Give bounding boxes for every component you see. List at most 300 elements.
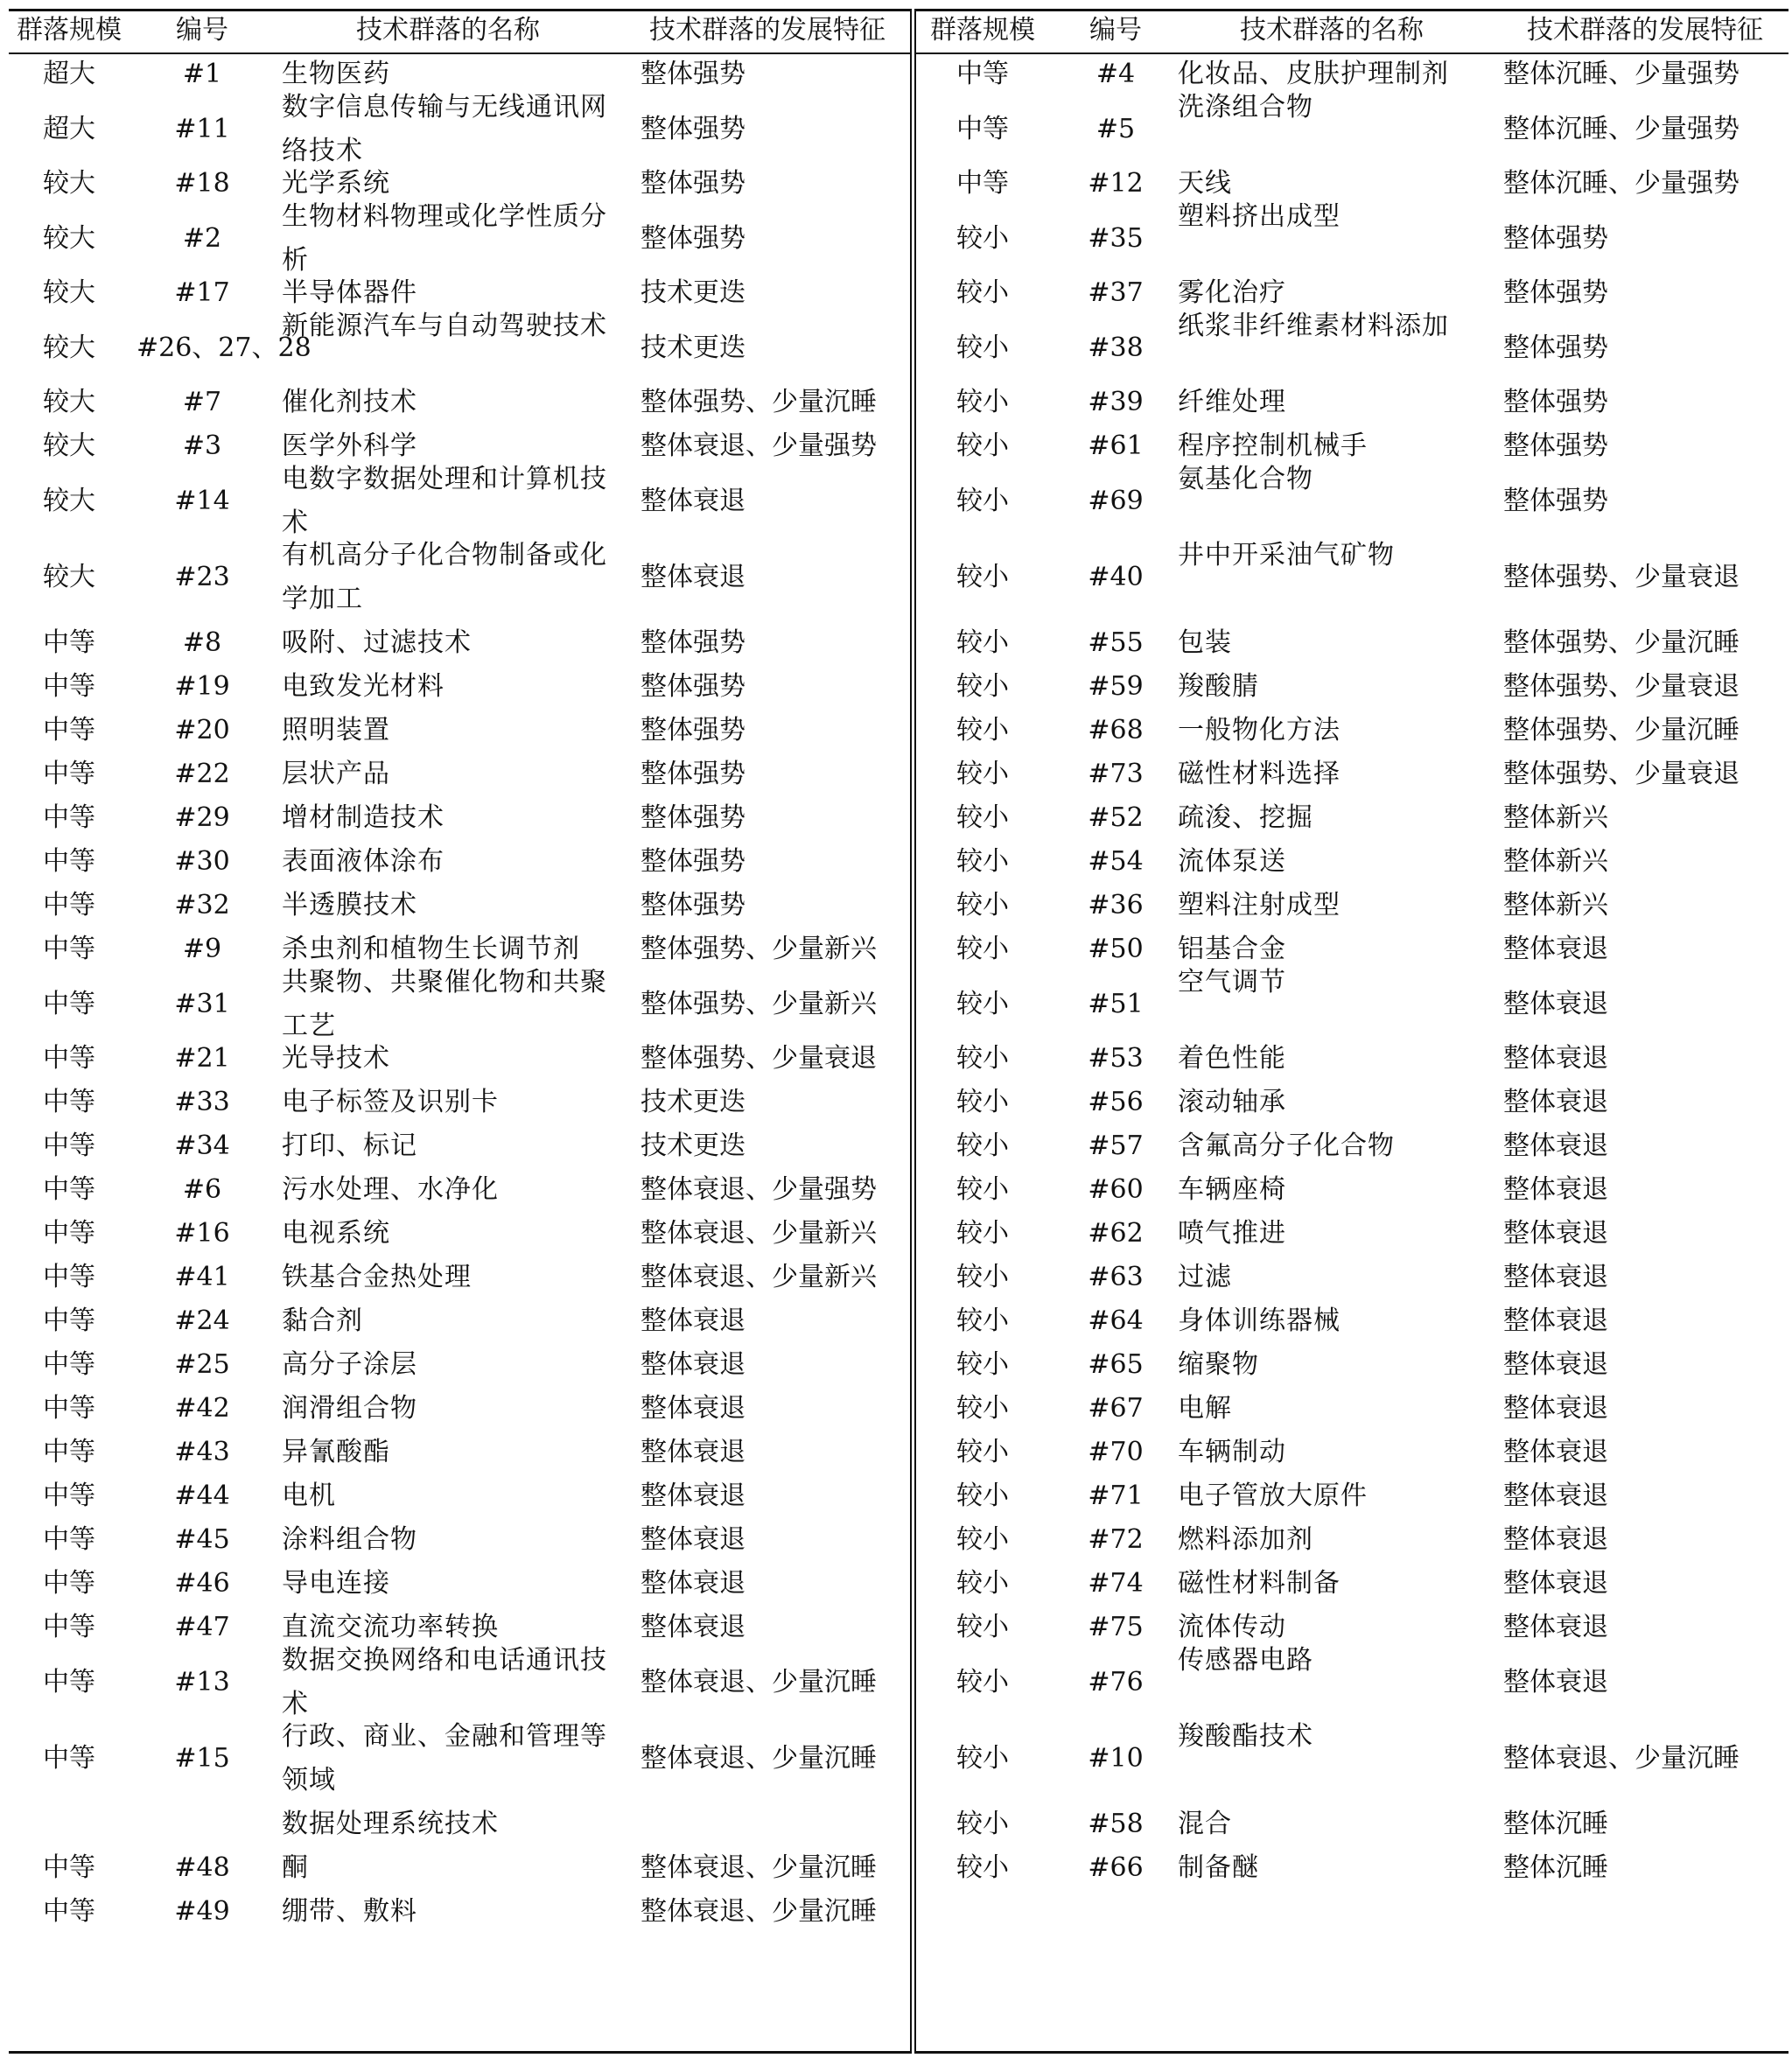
left-row-id: #19 [174, 671, 230, 702]
left-row-feature: 整体衰退、少量强势 [640, 1174, 877, 1205]
left-row-id: #2 [182, 222, 222, 254]
right-row-name: 雾化治疗 [1178, 277, 1286, 308]
right-row-scale: 较小 [956, 387, 1009, 417]
left-row-id: #29 [174, 802, 230, 833]
right-row-name: 空气调节 [1178, 967, 1286, 998]
right-row-id: #12 [1088, 168, 1144, 199]
left-row-name: 行政、商业、金融和管理等领域 [282, 1721, 607, 1796]
left-row-feature: 整体衰退 [640, 1612, 746, 1642]
right-row-feature: 整体衰退 [1503, 1393, 1608, 1424]
right-row-scale: 较小 [956, 1087, 1009, 1117]
right-row-name: 缩聚物 [1178, 1349, 1259, 1380]
left-row-scale: 中等 [43, 846, 95, 877]
left-row-id: #24 [174, 1306, 230, 1336]
right-row-scale: 较小 [956, 1393, 1009, 1424]
right-row-name: 纤维处理 [1178, 387, 1286, 417]
left-row-name: 铁基合金热处理 [282, 1262, 472, 1292]
left-row-name: 光学系统 [282, 168, 390, 199]
left-row-feature: 整体强势、少量衰退 [640, 1043, 877, 1074]
right-row-id: #37 [1088, 277, 1144, 308]
left-row-id: #48 [174, 1852, 230, 1883]
right-row-feature: 整体衰退 [1503, 1087, 1608, 1117]
right-row-scale: 较小 [956, 802, 1009, 833]
left-row-feature: 整体衰退 [640, 1306, 746, 1336]
right-row-id: #57 [1088, 1130, 1144, 1161]
right-row-id: #4 [1096, 59, 1136, 89]
right-row-feature: 整体衰退 [1503, 1218, 1608, 1249]
left-row-id: #1 [182, 59, 222, 89]
left-row-name: 酮 [282, 1852, 309, 1883]
left-row-scale: 中等 [43, 1524, 95, 1555]
right-row-name: 包装 [1178, 627, 1232, 658]
right-row-scale: 较小 [956, 1568, 1009, 1599]
left-row-scale: 中等 [43, 1306, 95, 1336]
left-row-feature: 整体强势 [640, 671, 746, 702]
left-row-name: 电视系统 [282, 1218, 390, 1249]
right-row-name: 流体泵送 [1178, 846, 1286, 877]
left-row-name: 电致发光材料 [282, 671, 444, 702]
left-row-scale: 中等 [43, 1437, 95, 1467]
left-row-feature: 技术更迭 [640, 1087, 746, 1117]
right-row-scale: 较小 [956, 1480, 1009, 1511]
left-row-name: 润滑组合物 [282, 1393, 417, 1424]
left-row-id: #32 [174, 890, 230, 920]
left-row-feature: 整体衰退、少量强势 [640, 430, 877, 461]
left-row-feature: 整体衰退、少量新兴 [640, 1218, 877, 1249]
right-row-name: 程序控制机械手 [1178, 430, 1368, 461]
left-row-name: 半透膜技术 [282, 890, 417, 920]
right-row-name: 喷气推进 [1178, 1218, 1286, 1249]
right-row-feature: 整体沉睡、少量强势 [1503, 113, 1740, 144]
right-row-scale: 较小 [956, 1349, 1009, 1380]
right-row-name: 纸浆非纤维素材料添加 [1178, 311, 1449, 341]
left-row-feature: 整体强势 [640, 759, 746, 789]
left-row-id: #20 [174, 715, 230, 746]
right-row-scale: 较小 [956, 1043, 1009, 1074]
left-row-feature: 整体衰退 [640, 1437, 746, 1467]
right-row-feature: 整体衰退 [1503, 1306, 1608, 1336]
left-row-scale: 中等 [43, 890, 95, 920]
right-row-name: 电解 [1178, 1393, 1232, 1424]
right-row-feature: 整体衰退 [1503, 1612, 1608, 1642]
right-row-scale: 较小 [956, 671, 1009, 702]
right-row-id: #75 [1088, 1612, 1144, 1642]
right-row-name: 氨基化合物 [1178, 464, 1313, 494]
right-row-name: 疏浚、挖掘 [1178, 802, 1313, 833]
right-row-feature: 整体沉睡、少量强势 [1503, 168, 1740, 199]
right-row-scale: 较小 [956, 715, 1009, 746]
left-row-id: #33 [174, 1087, 230, 1117]
right-row-feature: 整体衰退 [1503, 934, 1608, 964]
right-row-scale: 较小 [956, 759, 1009, 789]
left-row-feature: 整体强势 [640, 113, 746, 144]
right-row-scale: 中等 [956, 113, 1009, 144]
right-row-id: #68 [1088, 715, 1144, 746]
right-row-id: #73 [1088, 759, 1144, 789]
left-row-name: 共聚物、共聚催化物和共聚工艺 [282, 967, 607, 1041]
right-row-name: 塑料挤出成型 [1178, 201, 1340, 232]
right-row-id: #64 [1088, 1306, 1144, 1336]
right-row-id: #51 [1088, 988, 1144, 1019]
right-row-scale: 较小 [956, 1218, 1009, 1249]
left-row-id: #16 [174, 1218, 230, 1249]
right-row-feature: 整体衰退 [1503, 988, 1608, 1019]
header-scale-right: 群落规模 [930, 15, 1035, 46]
right-row-feature: 整体衰退 [1503, 1568, 1608, 1599]
left-row-feature: 整体强势 [640, 802, 746, 833]
right-row-scale: 较小 [956, 1809, 1009, 1839]
right-row-id: #65 [1088, 1349, 1144, 1380]
header-scale: 群落规模 [17, 15, 122, 46]
left-row-name: 新能源汽车与自动驾驶技术 [282, 311, 607, 341]
right-row-feature: 整体衰退 [1503, 1524, 1608, 1555]
right-row-id: #60 [1088, 1174, 1144, 1205]
left-row-id: #43 [174, 1437, 230, 1467]
right-row-id: #5 [1096, 113, 1136, 144]
left-row-feature: 整体衰退、少量沉睡 [640, 1743, 877, 1774]
left-row-scale: 较大 [43, 562, 95, 592]
right-row-id: #62 [1088, 1218, 1144, 1249]
left-row-feature: 技术更迭 [640, 277, 746, 308]
left-row-id: #8 [182, 627, 222, 658]
left-row-feature [640, 1802, 920, 1846]
left-row-id: #7 [182, 387, 222, 417]
right-row-name: 燃料添加剂 [1178, 1524, 1313, 1555]
right-row-id: #58 [1088, 1809, 1144, 1839]
right-row-scale: 较小 [956, 890, 1009, 920]
left-row-feature: 整体强势 [640, 59, 746, 89]
left-row-name: 表面液体涂布 [282, 846, 444, 877]
left-row-name: 电子标签及识别卡 [282, 1087, 499, 1117]
right-row-feature: 整体新兴 [1503, 890, 1608, 920]
left-row-feature: 整体强势 [640, 846, 746, 877]
left-row-id: #41 [174, 1262, 230, 1292]
right-row-feature: 整体强势 [1503, 277, 1608, 308]
right-row-name: 着色性能 [1178, 1043, 1286, 1074]
left-row-feature: 技术更迭 [640, 1130, 746, 1161]
left-row-id: #17 [174, 277, 230, 308]
right-row-scale: 较小 [956, 332, 1009, 363]
left-row-id: #49 [174, 1896, 230, 1927]
right-row-name: 磁性材料制备 [1178, 1568, 1340, 1599]
left-row-scale: 中等 [43, 1349, 95, 1380]
right-row-scale: 较小 [956, 222, 1009, 254]
right-row-name: 羧酸腈 [1178, 671, 1259, 702]
right-row-feature: 整体衰退 [1503, 1666, 1608, 1698]
right-row-name: 磁性材料选择 [1178, 759, 1340, 789]
right-row-id: #61 [1088, 430, 1144, 461]
right-row-scale: 较小 [956, 988, 1009, 1019]
right-row-id: #39 [1088, 387, 1144, 417]
right-row-feature: 整体强势 [1503, 222, 1608, 254]
right-row-feature: 整体强势、少量衰退 [1503, 759, 1740, 789]
right-row-scale: 较小 [956, 562, 1009, 592]
left-row-name: 数字信息传输与无线通讯网络技术 [282, 92, 607, 166]
right-row-id: #52 [1088, 802, 1144, 833]
left-row-feature: 整体衰退 [640, 1393, 746, 1424]
right-row-feature: 整体衰退 [1503, 1262, 1608, 1292]
left-row-feature: 整体强势、少量沉睡 [640, 387, 877, 417]
left-row-id: #31 [174, 988, 230, 1019]
left-row-id: #21 [174, 1043, 230, 1074]
left-row-scale: 中等 [43, 671, 95, 702]
left-row-scale: 中等 [43, 1174, 95, 1205]
left-row-name: 吸附、过滤技术 [282, 627, 472, 658]
right-row-scale: 较小 [956, 277, 1009, 308]
left-row-scale: 中等 [43, 988, 95, 1019]
left-row-id: #42 [174, 1393, 230, 1424]
header-id-right: 编号 [1089, 15, 1142, 46]
right-row-name: 流体传动 [1178, 1612, 1286, 1642]
left-row-scale: 中等 [43, 1393, 95, 1424]
left-row-name: 污水处理、水净化 [282, 1174, 499, 1205]
left-row-id: #30 [174, 846, 230, 877]
right-row-id: #53 [1088, 1043, 1144, 1074]
right-row-feature: 整体强势、少量衰退 [1503, 671, 1740, 702]
left-row-feature: 技术更迭 [640, 332, 746, 363]
left-row-name: 黏合剂 [282, 1306, 363, 1336]
right-row-name: 羧酸酯技术 [1178, 1721, 1313, 1752]
left-row-scale: 中等 [43, 802, 95, 833]
header-feature-right: 技术群落的发展特征 [1527, 15, 1763, 46]
right-row-name: 塑料注射成型 [1178, 890, 1340, 920]
left-row-feature: 整体衰退 [640, 1524, 746, 1555]
left-row-name: 层状产品 [282, 759, 390, 789]
left-row-feature: 整体强势 [640, 715, 746, 746]
left-row-scale: 中等 [43, 1218, 95, 1249]
right-row-name: 混合 [1178, 1809, 1232, 1839]
right-row-name: 天线 [1178, 168, 1232, 199]
left-row-scale: 较大 [43, 277, 95, 308]
left-row-name: 涂料组合物 [282, 1524, 417, 1555]
left-row-id: #14 [174, 485, 230, 516]
right-row-name: 电子管放大原件 [1178, 1480, 1368, 1511]
left-row-scale: 中等 [43, 1262, 95, 1292]
right-row-scale: 较小 [956, 430, 1009, 461]
right-row-id: #66 [1088, 1852, 1144, 1883]
left-row-feature: 整体衰退、少量沉睡 [640, 1852, 877, 1883]
left-row-id: #22 [174, 759, 230, 789]
left-row-id: #23 [174, 562, 230, 592]
right-row-id: #67 [1088, 1393, 1144, 1424]
left-row-feature: 整体强势 [640, 627, 746, 658]
left-row-scale: 中等 [43, 1568, 95, 1599]
right-row-feature: 整体衰退 [1503, 1349, 1608, 1380]
right-row-name: 制备醚 [1178, 1852, 1259, 1883]
right-row-name: 井中开采油气矿物 [1178, 540, 1395, 570]
right-row-id: #55 [1088, 627, 1144, 658]
right-row-id: #69 [1088, 485, 1144, 516]
left-row-name: 催化剂技术 [282, 387, 417, 417]
right-row-scale: 较小 [956, 1306, 1009, 1336]
left-row-name: 绷带、敷料 [282, 1896, 417, 1927]
left-row-id: #46 [174, 1568, 230, 1599]
left-row-scale: 较大 [43, 485, 95, 516]
table-bottom-rule [9, 2051, 1788, 2054]
left-row-scale: 中等 [43, 715, 95, 746]
left-row-feature: 整体强势 [640, 168, 746, 199]
right-row-feature: 整体强势、少量沉睡 [1503, 715, 1740, 746]
left-row-id: #45 [174, 1524, 230, 1555]
left-row-feature: 整体衰退 [640, 1349, 746, 1380]
left-row-id [136, 1802, 268, 1846]
left-row-feature: 整体强势、少量新兴 [640, 988, 877, 1019]
left-row-scale: 中等 [43, 1852, 95, 1883]
left-row-scale: 中等 [43, 1666, 95, 1698]
header-id: 编号 [176, 15, 228, 46]
right-row-scale: 较小 [956, 1174, 1009, 1205]
right-row-scale: 较小 [956, 1130, 1009, 1161]
left-row-id: #25 [174, 1349, 230, 1380]
right-row-scale: 较小 [956, 485, 1009, 516]
right-row-scale: 较小 [956, 934, 1009, 964]
left-row-scale: 较大 [43, 387, 95, 417]
left-row-name: 异氰酸酯 [282, 1437, 390, 1467]
right-row-feature: 整体衰退 [1503, 1480, 1608, 1511]
left-row-scale: 较大 [43, 168, 95, 199]
left-row-feature: 整体衰退、少量沉睡 [640, 1666, 877, 1698]
left-row-name: 直流交流功率转换 [282, 1612, 499, 1642]
left-row-name: 光导技术 [282, 1043, 390, 1074]
right-row-name: 车辆座椅 [1178, 1174, 1286, 1205]
left-row-scale: 超大 [43, 113, 95, 144]
right-row-scale: 较小 [956, 1852, 1009, 1883]
right-row-id: #70 [1088, 1437, 1144, 1467]
right-row-name: 铝基合金 [1178, 934, 1286, 964]
left-row-scale: 中等 [43, 934, 95, 964]
left-row-id: #47 [174, 1612, 230, 1642]
right-row-name: 车辆制动 [1178, 1437, 1286, 1467]
right-row-feature: 整体衰退 [1503, 1437, 1608, 1467]
left-row-feature: 整体衰退 [640, 485, 746, 516]
left-row-scale: 中等 [43, 1612, 95, 1642]
left-row-id: #11 [174, 113, 230, 144]
left-row-feature: 整体衰退、少量新兴 [640, 1262, 877, 1292]
left-row-scale: 中等 [43, 1480, 95, 1511]
left-row-name: 医学外科学 [282, 430, 417, 461]
left-row-scale: 较大 [43, 332, 95, 363]
right-row-id: #38 [1088, 332, 1144, 363]
right-row-name: 滚动轴承 [1178, 1087, 1286, 1117]
right-row-feature: 整体强势 [1503, 387, 1608, 417]
right-row-id: #40 [1088, 562, 1144, 592]
left-row-id: #26、27、28 [136, 332, 312, 363]
right-row-feature: 整体强势、少量衰退 [1503, 562, 1740, 592]
left-row-name: 电数字数据处理和计算机技术 [282, 464, 607, 538]
left-row-name: 有机高分子化合物制备或化学加工 [282, 540, 607, 614]
header-name-right: 技术群落的名称 [1240, 15, 1424, 46]
left-row-id: #15 [174, 1743, 230, 1774]
left-row-scale: 超大 [43, 59, 95, 89]
left-row-name: 杀虫剂和植物生长调节剂 [282, 934, 580, 964]
right-row-feature: 整体沉睡 [1503, 1809, 1608, 1839]
right-row-feature: 整体强势 [1503, 430, 1608, 461]
left-row-feature: 整体衰退、少量沉睡 [640, 1896, 877, 1927]
left-row-scale: 中等 [43, 1087, 95, 1117]
right-row-feature: 整体衰退 [1503, 1174, 1608, 1205]
left-row-feature: 整体衰退 [640, 562, 746, 592]
right-row-scale: 较小 [956, 1666, 1009, 1698]
left-row-id: #13 [174, 1666, 230, 1698]
right-row-scale: 较小 [956, 846, 1009, 877]
left-row-feature: 整体强势 [640, 222, 746, 254]
left-row-name: 增材制造技术 [282, 802, 444, 833]
left-row-feature: 整体强势、少量新兴 [640, 934, 877, 964]
right-row-scale: 较小 [956, 1743, 1009, 1774]
left-row-scale: 中等 [43, 1743, 95, 1774]
right-row-feature: 整体衰退 [1503, 1130, 1608, 1161]
left-row-name: 照明装置 [282, 715, 390, 746]
left-row-name: 高分子涂层 [282, 1349, 417, 1380]
left-row-feature: 整体强势 [640, 890, 746, 920]
left-row-name: 导电连接 [282, 1568, 390, 1599]
right-row-feature: 整体强势 [1503, 485, 1608, 516]
left-row-scale: 中等 [43, 1896, 95, 1927]
right-row-feature: 整体沉睡、少量强势 [1503, 59, 1740, 89]
left-row-scale: 中等 [43, 759, 95, 789]
left-row-id: #3 [182, 430, 222, 461]
right-row-scale: 较小 [956, 1612, 1009, 1642]
left-row-id: #34 [174, 1130, 230, 1161]
right-row-feature: 整体衰退、少量沉睡 [1503, 1743, 1740, 1774]
right-row-feature: 整体强势、少量沉睡 [1503, 627, 1740, 658]
right-row-name: 一般物化方法 [1178, 715, 1340, 746]
left-row-scale: 中等 [43, 1130, 95, 1161]
left-row-scale: 中等 [43, 1043, 95, 1074]
left-row-feature: 整体衰退 [640, 1568, 746, 1599]
left-row-name: 生物医药 [282, 59, 390, 89]
left-row-name: 半导体器件 [282, 277, 417, 308]
right-row-scale: 中等 [956, 59, 1009, 89]
left-row-name: 打印、标记 [282, 1130, 417, 1161]
right-row-feature: 整体新兴 [1503, 846, 1608, 877]
right-row-id: #56 [1088, 1087, 1144, 1117]
left-row-id: #6 [182, 1174, 222, 1205]
right-row-feature: 整体新兴 [1503, 802, 1608, 833]
left-row-scale [4, 1802, 135, 1846]
left-row-scale: 中等 [43, 627, 95, 658]
left-row-name: 电机 [282, 1480, 336, 1511]
right-row-scale: 较小 [956, 1262, 1009, 1292]
right-row-scale: 较小 [956, 627, 1009, 658]
right-row-name: 含氟高分子化合物 [1178, 1130, 1395, 1161]
left-row-id: #18 [174, 168, 230, 199]
right-row-scale: 中等 [956, 168, 1009, 199]
left-row-feature: 整体衰退 [640, 1480, 746, 1511]
right-row-id: #71 [1088, 1480, 1144, 1511]
right-row-scale: 较小 [956, 1524, 1009, 1555]
right-row-feature: 整体强势 [1503, 332, 1608, 363]
header-feature: 技术群落的发展特征 [649, 15, 886, 46]
left-row-scale: 较大 [43, 222, 95, 254]
left-row-id: #44 [174, 1480, 230, 1511]
right-row-id: #59 [1088, 671, 1144, 702]
right-row-feature: 整体沉睡 [1503, 1852, 1608, 1883]
right-row-id: #76 [1088, 1666, 1144, 1698]
right-row-scale: 较小 [956, 1437, 1009, 1467]
right-row-id: #72 [1088, 1524, 1144, 1555]
left-row-scale: 较大 [43, 430, 95, 461]
right-row-id: #36 [1088, 890, 1144, 920]
right-row-id: #50 [1088, 934, 1144, 964]
right-row-name: 化妆品、皮肤护理制剂 [1178, 59, 1449, 89]
right-row-id: #74 [1088, 1568, 1144, 1599]
left-row-name: 数据处理系统技术 [282, 1809, 499, 1839]
right-row-id: #35 [1088, 222, 1144, 254]
left-row-name: 数据交换网络和电话通讯技术 [282, 1645, 607, 1719]
right-row-id: #54 [1088, 846, 1144, 877]
right-row-name: 传感器电路 [1178, 1645, 1313, 1676]
